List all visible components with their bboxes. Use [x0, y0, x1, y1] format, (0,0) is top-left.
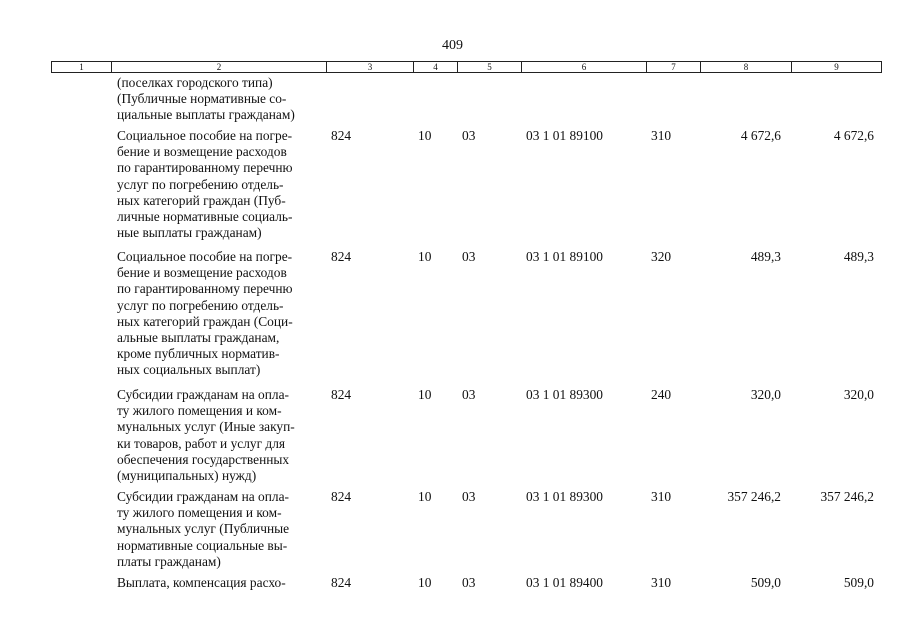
amount-column-9: 320,0	[843, 387, 874, 402]
description-line: платы гражданам)	[117, 553, 221, 569]
expense-type-code: 310	[651, 489, 672, 504]
column-header-7: 7	[647, 62, 701, 73]
amount-column-9: 4 672,6	[833, 128, 874, 143]
subsection-code: 03	[462, 575, 476, 590]
row-description	[117, 575, 332, 591]
ministry-code: 824	[331, 575, 352, 590]
description-line: услуг по погребению отдель-	[117, 297, 284, 313]
description-line: кроме публичных норматив-	[117, 346, 280, 362]
amount-column-9: 489,3	[843, 249, 874, 264]
column-header-5: 5	[458, 62, 522, 73]
description-line: мунальных услуг (Публичные	[117, 521, 290, 537]
description-line: мунальных услуг (Иные закуп-	[117, 419, 295, 435]
target-article-code: 03 1 01 89300	[526, 489, 603, 504]
section-code: 10	[418, 575, 432, 590]
column-header-4: 4	[414, 62, 458, 73]
row-description	[117, 489, 332, 570]
ministry-code: 824	[331, 489, 352, 504]
target-article-code: 03 1 01 89400	[526, 575, 603, 590]
description-line: ки товаров, работ и услуг для	[117, 435, 286, 451]
page-number: 409	[442, 38, 463, 53]
amount-column-8: 357 246,2	[727, 489, 781, 504]
subsection-code: 03	[462, 249, 476, 264]
description-line: (Публичные нормативные со-	[117, 91, 287, 107]
column-header-3: 3	[327, 62, 414, 73]
row-description	[117, 387, 332, 484]
amount-column-8: 509,0	[750, 575, 781, 590]
description-line: циальные выплаты гражданам)	[117, 107, 295, 123]
description-line: ных социальных выплат)	[117, 362, 261, 378]
description-line: (муниципальных) нужд)	[117, 468, 257, 484]
description-line: бение и возмещение расходов	[117, 144, 287, 160]
target-article-code: 03 1 01 89100	[526, 249, 603, 264]
amount-column-9: 357 246,2	[820, 489, 874, 504]
description-line: услуг по погребению отдель-	[117, 176, 284, 192]
description-line: ных категорий граждан (Пуб-	[117, 192, 286, 208]
column-header-9: 9	[792, 62, 882, 73]
amount-column-8: 489,3	[750, 249, 781, 264]
ministry-code: 824	[331, 387, 352, 402]
description-line: Субсидии гражданам на опла-	[117, 387, 290, 402]
description-line: ные выплаты гражданам)	[117, 225, 262, 241]
amount-column-8: 4 672,6	[740, 128, 781, 143]
description-line: по гарантированному перечню	[117, 281, 293, 297]
description-line: нормативные социальные вы-	[117, 537, 288, 553]
description-line: альные выплаты гражданам,	[117, 330, 280, 346]
section-code: 10	[418, 489, 432, 504]
target-article-code: 03 1 01 89100	[526, 128, 603, 143]
subsection-code: 03	[462, 489, 476, 504]
ministry-code: 824	[331, 128, 352, 143]
expense-type-code: 320	[651, 249, 672, 264]
description-line: личные нормативные социаль-	[117, 209, 293, 225]
target-article-code: 03 1 01 89300	[526, 387, 603, 402]
amount-column-9: 509,0	[843, 575, 874, 590]
column-header-6: 6	[522, 62, 647, 73]
row-description	[117, 128, 332, 241]
description-line: обеспечения государственных	[117, 451, 290, 467]
row-description	[117, 249, 332, 379]
amount-column-8: 320,0	[750, 387, 781, 402]
description-line: ных категорий граждан (Соци-	[117, 313, 293, 329]
description-line: Социальное пособие на погре-	[117, 128, 293, 143]
column-header-2: 2	[112, 62, 327, 73]
description-line: по гарантированному перечню	[117, 160, 293, 176]
expense-type-code: 310	[651, 128, 672, 143]
description-line: (поселках городского типа)	[117, 75, 273, 90]
subsection-code: 03	[462, 128, 476, 143]
column-number-header	[51, 61, 882, 73]
expense-type-code: 240	[651, 387, 672, 402]
description-line: ту жилого помещения и ком-	[117, 403, 282, 419]
description-line: бение и возмещение расходов	[117, 265, 287, 281]
column-header-8: 8	[701, 62, 792, 73]
description-line: Выплата, компенсация расхо-	[117, 575, 286, 590]
description-line: ту жилого помещения и ком-	[117, 505, 282, 521]
subsection-code: 03	[462, 387, 476, 402]
column-header-1: 1	[52, 62, 112, 73]
ministry-code: 824	[331, 249, 352, 264]
section-code: 10	[418, 387, 432, 402]
section-code: 10	[418, 249, 432, 264]
description-line: Социальное пособие на погре-	[117, 249, 293, 264]
expense-type-code: 310	[651, 575, 672, 590]
row-description	[117, 75, 332, 124]
section-code: 10	[418, 128, 432, 143]
description-line: Субсидии гражданам на опла-	[117, 489, 290, 504]
